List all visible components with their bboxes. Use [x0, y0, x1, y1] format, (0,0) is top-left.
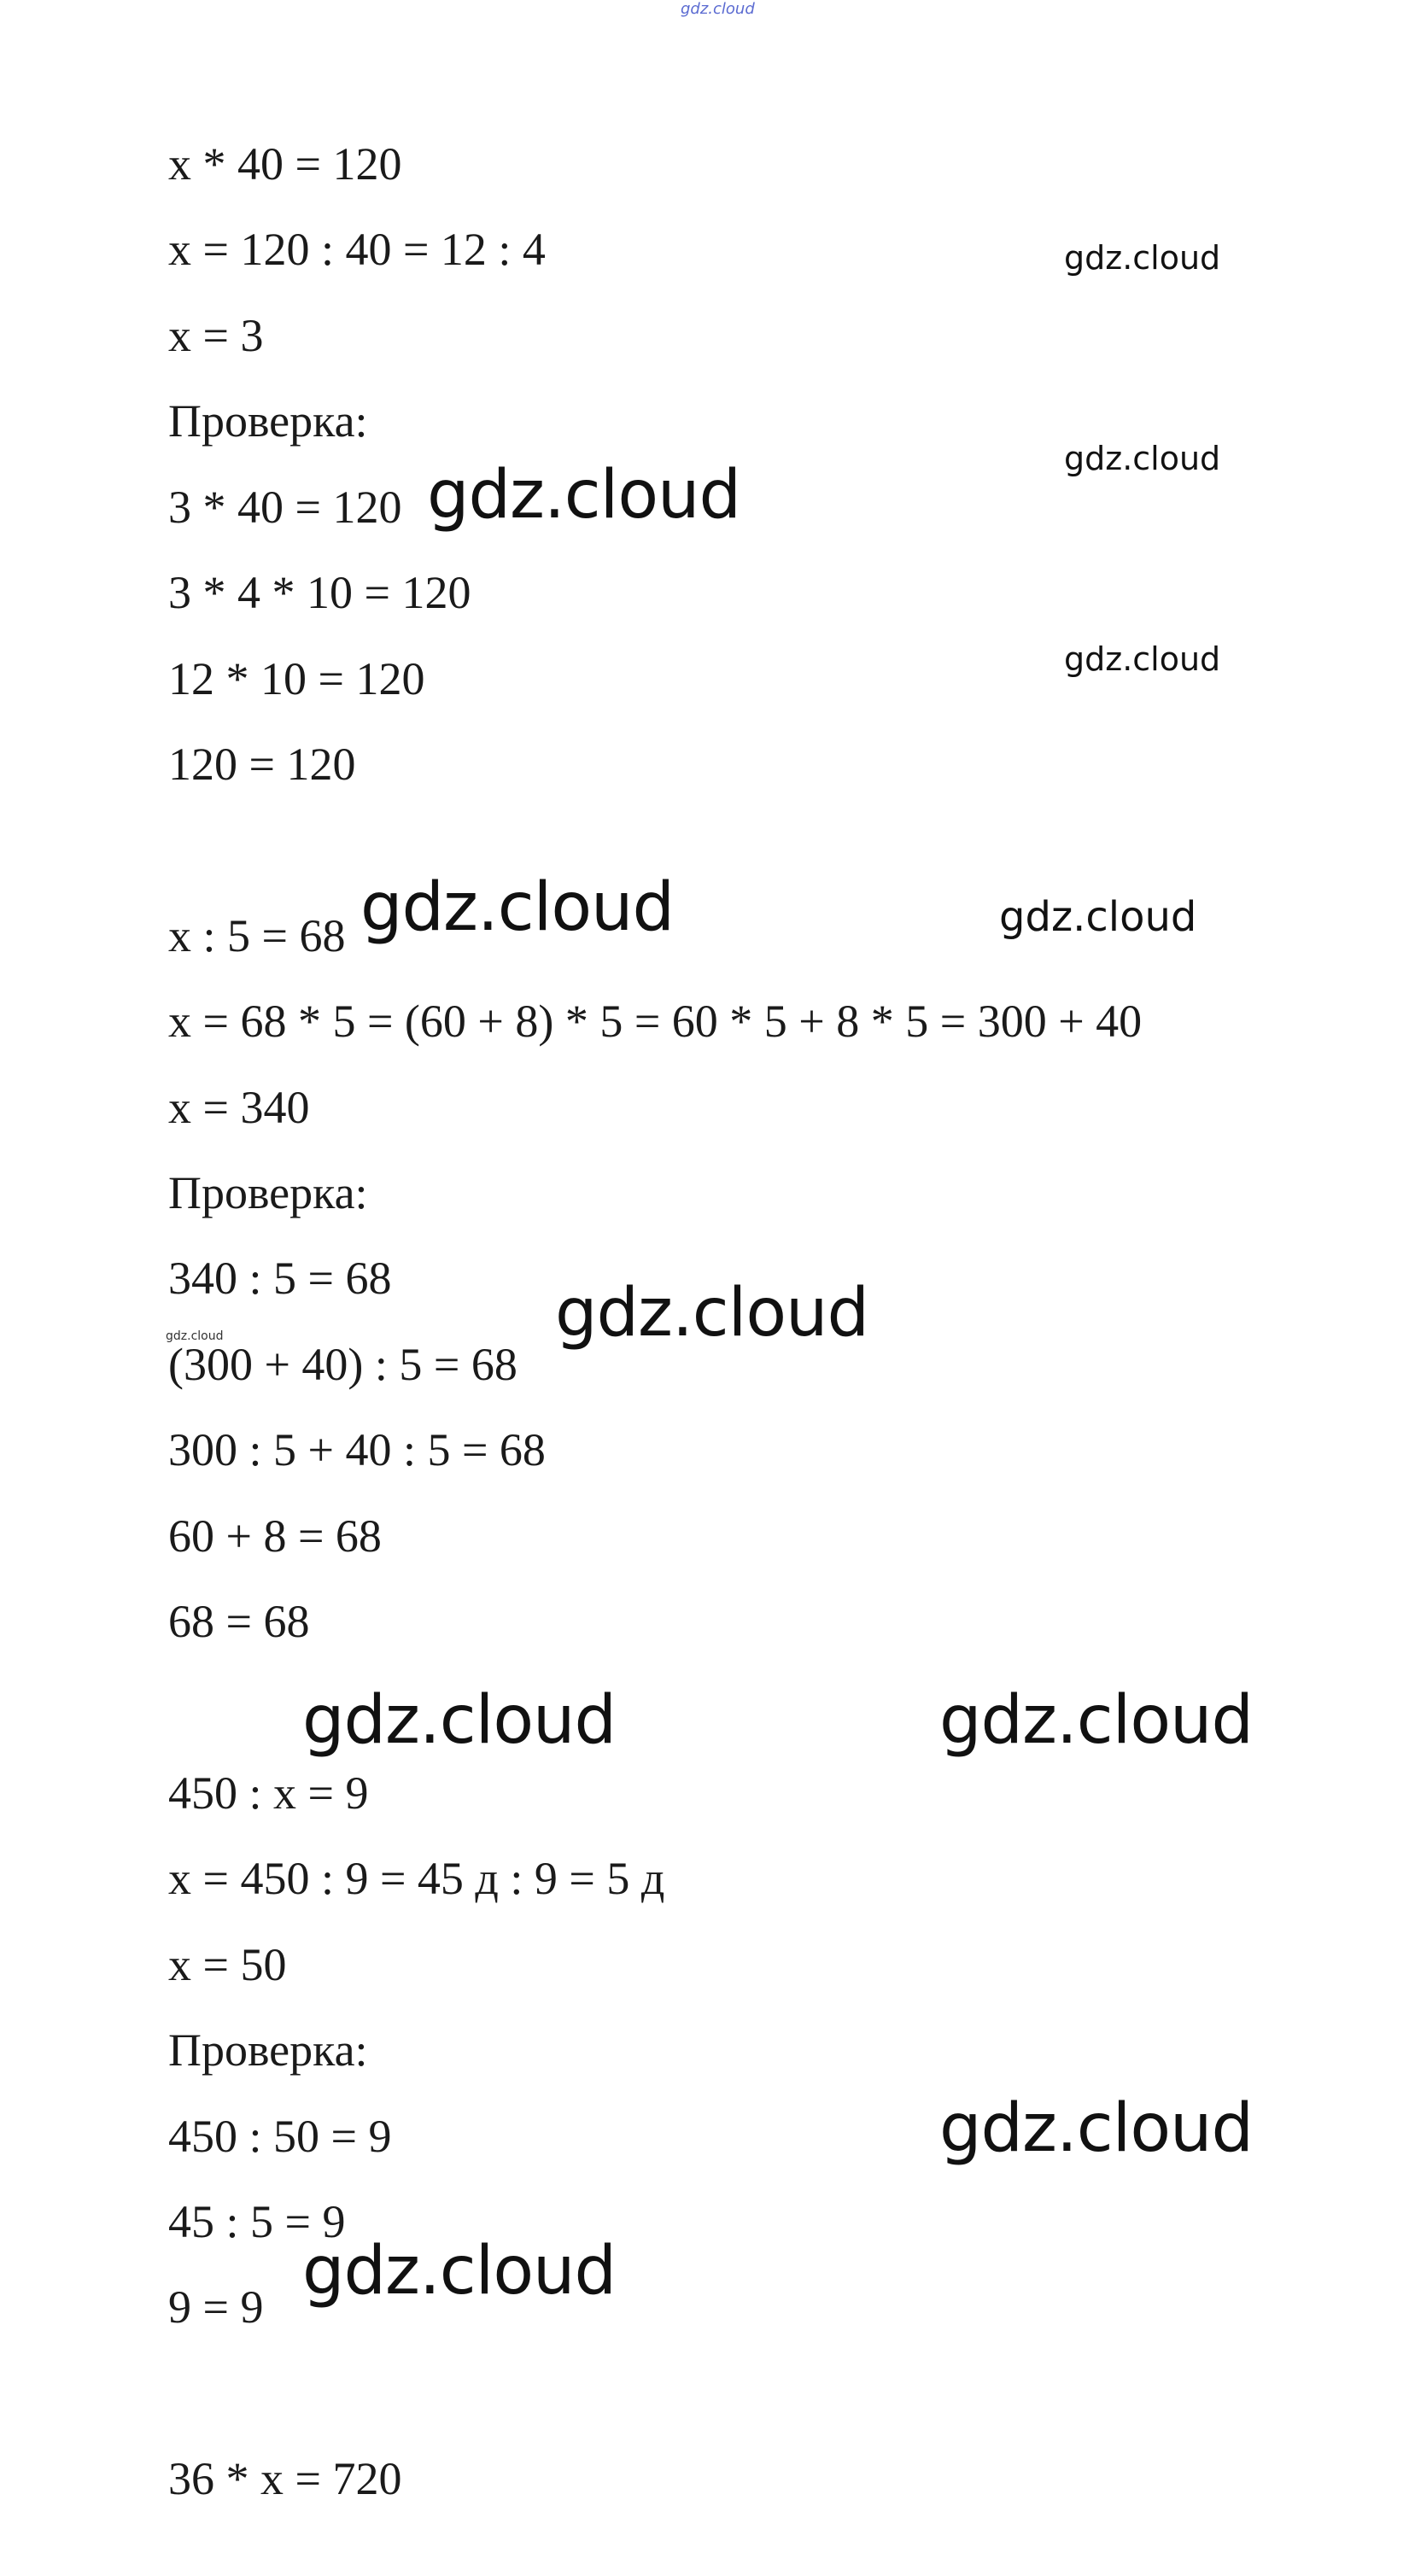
- equation-line: 12 * 10 = 120: [168, 653, 425, 704]
- equation-line: x = 450 : 9 = 45 д : 9 = 5 д: [168, 1853, 665, 1904]
- check-heading: Проверка:: [168, 1167, 368, 1218]
- equation-line: 450 : x = 9: [168, 1767, 369, 1819]
- equation-line: 340 : 5 = 68: [168, 1253, 392, 1304]
- equation-line: 36 * x = 720: [168, 2453, 402, 2504]
- watermark-top: gdz.cloud: [681, 0, 755, 18]
- check-heading: Проверка:: [168, 2024, 368, 2076]
- equation-line: x : 5 = 68: [168, 910, 346, 961]
- watermark: gdz.cloud: [939, 1682, 1253, 1759]
- watermark: gdz.cloud: [999, 893, 1197, 941]
- equation-line: 68 = 68: [168, 1596, 310, 1647]
- watermark: gdz.cloud: [1064, 239, 1221, 277]
- equation-line: x = 50: [168, 1939, 287, 1990]
- check-heading: Проверка:: [168, 395, 368, 447]
- equation-line: 3 * 4 * 10 = 120: [168, 567, 471, 618]
- equation-line: 3 * 40 = 120: [168, 482, 402, 533]
- watermark: gdz.cloud: [302, 2233, 616, 2310]
- watermark-tiny: gdz.cloud: [166, 1329, 224, 1343]
- equation-line: x = 68 * 5 = (60 + 8) * 5 = 60 * 5 + 8 * 5 = 300 + 40: [168, 996, 1143, 1047]
- equation-line: 60 + 8 = 68: [168, 1510, 382, 1562]
- watermark: gdz.cloud: [555, 1275, 868, 1352]
- watermark: gdz.cloud: [939, 2090, 1253, 2167]
- equation-line: x * 40 = 120: [168, 138, 402, 190]
- watermark: gdz.cloud: [1064, 440, 1221, 477]
- watermark: gdz.cloud: [302, 1682, 616, 1759]
- equation-line: 450 : 50 = 9: [168, 2111, 392, 2162]
- equation-line: x = 340: [168, 1082, 310, 1133]
- equation-line: 45 : 5 = 9: [168, 2196, 346, 2247]
- equation-line: x = 120 : 40 = 12 : 4: [168, 224, 546, 275]
- watermark: gdz.cloud: [1064, 640, 1221, 678]
- equation-line: x = 3: [168, 310, 264, 361]
- equation-line: 120 = 120: [168, 739, 356, 790]
- watermark: gdz.cloud: [427, 457, 740, 534]
- equation-line: 9 = 9: [168, 2281, 264, 2333]
- equation-line: 300 : 5 + 40 : 5 = 68: [168, 1424, 546, 1475]
- equation-line: (300 + 40) : 5 = 68: [168, 1339, 517, 1390]
- watermark: gdz.cloud: [360, 869, 674, 946]
